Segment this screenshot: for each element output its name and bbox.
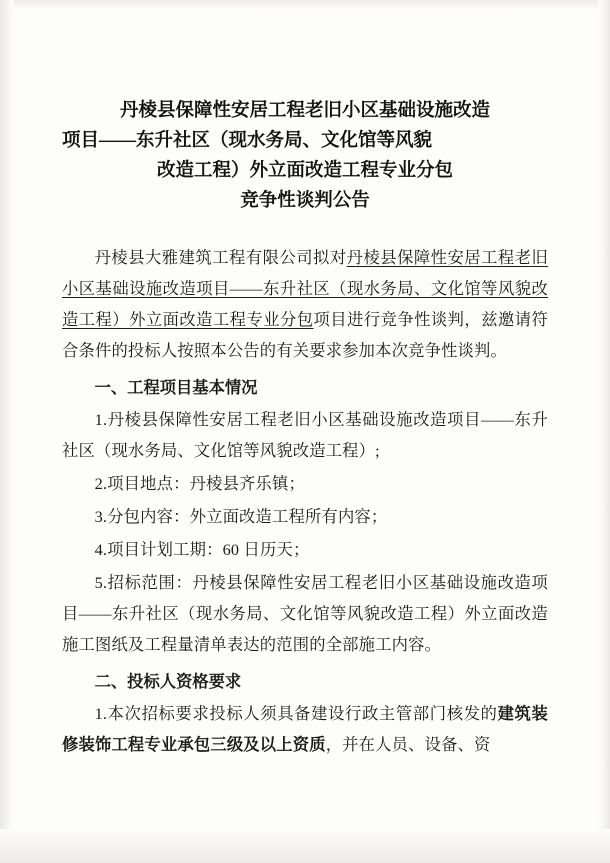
title-line-1: 丹棱县保障性安居工程老旧小区基础设施改造 (119, 101, 490, 121)
section-1-item-1: 1.丹棱县保障性安居工程老旧小区基础设施改造项目——东升社区（现水务局、文化馆等风貌改造工程）; (62, 410, 548, 460)
scan-edge-bottom (0, 829, 610, 863)
section-2-item-1-bold-qualification: 建筑装修装饰工程专业承包三级及以上资质 (62, 704, 548, 754)
intro-underlined-project-name: 丹棱县保障性安居工程老旧小区基础设施改造项目——东升社区（现水务局、文化馆等风貌改造工程）外立面改造工程专业分包 (62, 248, 548, 329)
intro-lead: 丹棱县大雅建筑工程有限公司拟对 (94, 248, 347, 267)
title-line-3: 改造工程）外立面改造工程专业分包 (156, 161, 453, 181)
section-1-item-4: 4.项目计划工期：60 日历天； (94, 540, 310, 559)
page-title (62, 96, 548, 216)
section-2-item-1-prefix: 1.本次招标要求投标人须具备建设行政主管部门核发的 (94, 704, 498, 723)
intro-paragraph (62, 242, 548, 366)
section-heading-2: 二、投标人资格要求 (94, 672, 242, 691)
section-1-item-5: 5.招标范围：丹棱县保障性安居工程老旧小区基础设施改造项目——东升社区（现水务局、文化馆等风貌改造工程）外立面改造施工图纸及工程量清单表达的范围的全部施工内容。 (62, 573, 548, 654)
section-1-item-3: 3.分包内容：外立面改造工程所有内容； (94, 507, 388, 526)
intro-tail: 项目进行竞争性谈判，兹邀请符合条件的投标人按照本公告的有关要求参加本次竞争性谈判。 (62, 310, 548, 360)
section-2-item-1 (62, 698, 548, 760)
section-1-item-2: 2.项目地点：丹棱县齐乐镇； (94, 474, 305, 493)
section-heading-1: 一、工程项目基本情况 (94, 378, 258, 397)
section-2-item-1-suffix: ，并在人员、设备、资 (325, 735, 491, 754)
title-line-2: 项目——东升社区（现水务局、文化馆等风貌 (62, 131, 433, 151)
document-body (62, 242, 548, 760)
title-line-4: 竞争性谈判公告 (240, 191, 370, 211)
